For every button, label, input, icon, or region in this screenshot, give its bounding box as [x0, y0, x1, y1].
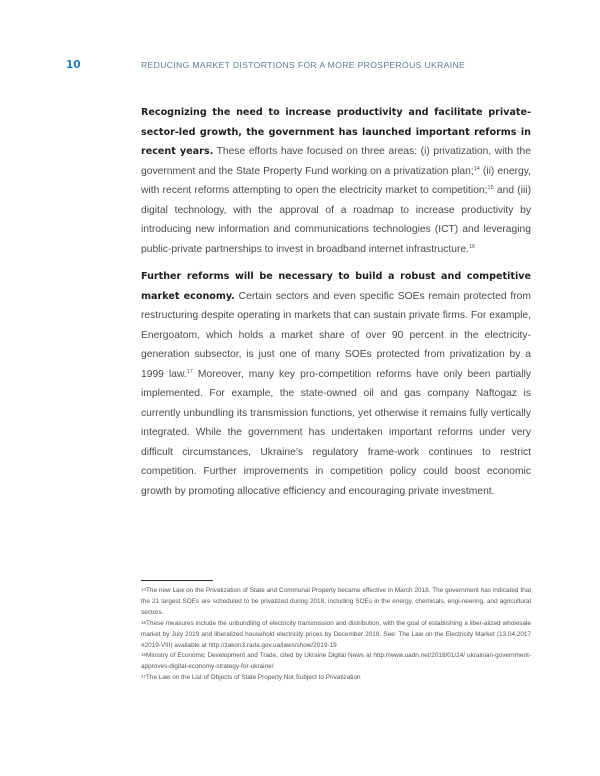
paragraph-further-reforms	[141, 267, 531, 501]
footnote-number: 17	[141, 674, 147, 680]
footnote-17	[141, 673, 531, 684]
paragraph-text: Moreover, many key pro-competition reforms have only been partially implemented. For example, the state-owned oil and gas company Naftogaz is currently unbundling its transmission functions, yet otherwise it remains fully vertically integrated. While the government has undertaken important reforms under very difficult circumstances, Ukraine’s regulatory frame-work continues to restrict competition. Further improvements in competition policy could boost economic growth by promoting allocative efficiency and encouraging private investment.	[141, 368, 532, 497]
footnote-number: 14	[141, 587, 147, 592]
paragraph-lead: Recognizing the need to increase productivity and facilitate private-sector-led growth, the government has launched important reforms in recent years.	[141, 107, 531, 157]
footnote-number: 16	[141, 652, 147, 658]
footnote-divider	[141, 580, 213, 581]
paragraph-text: and (iii) digital technology, with the approval of a roadmap to increase productivity by introducing new information and communications technologies (ICT) and leveraging public-private partnerships to invest in broadband internet infrastructure.	[141, 185, 532, 255]
paragraph-text: Certain sectors and even specific SOEs remain protected from restructuring despite operating in markets that can sustain private firms. For example, Energoatom, which holds a market share of over 90 percent in the electricity-generation subsector, is just one of many SOEs protected from privatization by a 1999 law.	[141, 290, 531, 380]
footnote-text: The new Law on the Privatization of State and Communal Property became effective in March 2018. The government has indicated that the 21 largest SOEs are scheduled to be privatized during 2018, including SOEs in the energy, chemicals, engi-neering, and agricultural sectors.	[141, 587, 531, 616]
footnote-text: These measures include the unbundling of electricity transmission and distribution, with the goal of establishing a liber-alized wholesale market by July 2019 and liberalized household electricity prices by December 2018. See: The Law on the Electricity Market (13.04.2017 #2019-VIII) available at http://zakon3.rada.gov.ua/laws/show/2019-19	[141, 619, 531, 649]
paragraph-reforms-launched	[141, 103, 531, 259]
paragraph-text: These efforts have focused on three areas: (i) privatization, with the government and the State Property Fund working on a privatization plan;	[141, 146, 531, 177]
footnote-text: Ministry of Economic Development and Trade, cited by Ukraine Digital News at http://www.uadn.net/2018/01/24/ ukrainian-government-approves-digital-economy-strategy-for-ukraine/	[141, 652, 531, 671]
footnote-ref-15[interactable]: 15	[487, 185, 494, 191]
paragraph-text: (ii) energy, with recent reforms attempting to open the electricity market to competition;	[141, 165, 531, 196]
footnote-text: The Law on the List of Objects of State Property Not Subject to Privatization	[146, 674, 361, 682]
running-title: REDUCING MARKET DISTORTIONS FOR A MORE PROSPEROUS UKRAINE	[141, 60, 466, 70]
footnote-ref-14[interactable]: 14	[473, 165, 480, 172]
footnote-14	[141, 586, 531, 619]
page-number: 10	[66, 59, 81, 71]
footnote-number: 15	[141, 619, 147, 625]
footnote-ref-16[interactable]: 16	[468, 243, 476, 250]
footnote-ref-17[interactable]: 17	[186, 368, 193, 375]
footnotes	[141, 580, 531, 684]
footnote-15	[141, 619, 531, 652]
body-text	[141, 103, 531, 509]
paragraph-lead: Further reforms will be necessary to build a robust and competitive market economy.	[141, 271, 531, 302]
footnote-16	[141, 651, 531, 673]
running-header	[66, 58, 560, 72]
